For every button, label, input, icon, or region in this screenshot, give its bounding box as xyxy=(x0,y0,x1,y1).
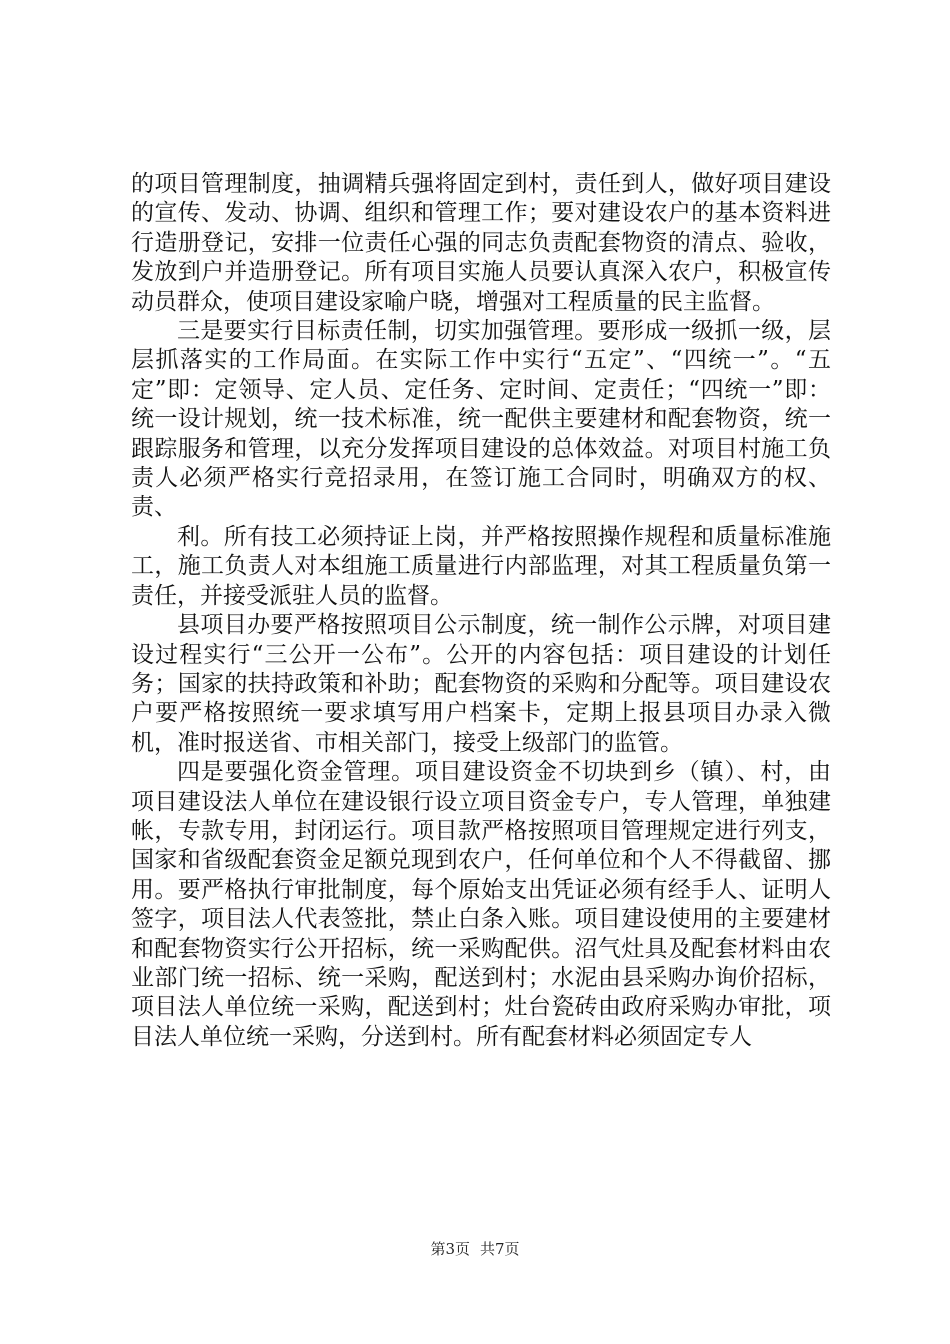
paragraph-1: 的项目管理制度，抽调精兵强将固定到村，责任到人，做好项目建设的宣传、发动、协调、组织和管理工作；要对建设农户的基本资料进行造册登记，安排一位责任心强的同志负责配套物资的清点、验收，发放到户并造册登记。所有项目实施人员要认真深入农户，积极宣传动员群众，使项目建设家喻户晓，增强对工程质量的民主监督。 xyxy=(131,171,831,315)
page-number: 第3页 xyxy=(430,1240,470,1258)
body-text xyxy=(131,170,831,1052)
page-footer xyxy=(0,1238,950,1259)
paragraph-4: 县项目办要严格按照项目公示制度，统一制作公示牌，对项目建设过程实行“三公开一公布”。公开的内容包括：项目建设的计划任务；国家的扶持政策和补助；配套物资的采购和分配等。项目建设农户要严格按照统一要求填写用户档案卡，定期上报县项目办录入微机，准时报送省、市相关部门，接受上级部门的监管。 xyxy=(131,612,831,756)
paragraph-5: 四是要强化资金管理。项目建设资金不切块到乡（镇）、村，由项目建设法人单位在建设银行设立项目资金专户，专人管理，单独建帐，专款专用，封闭运行。项目款严格按照项目管理规定进行列支，国家和省级配套资金足额兑现到农户，任何单位和个人不得截留、挪用。要严格执行审批制度，每个原始支出凭证必须有经手人、证明人签字，项目法人代表签批，禁止白条入账。项目建设使用的主要建材和配套物资实行公开招标，统一采购配供。沼气灶具及配套材料由农业部门统一招标、统一采购，配送到村；水泥由县采购办询价招标，项目法人单位统一采购，配送到村；灶台瓷砖由政府采购办审批，项目法人单位统一采购，分送到村。所有配套材料必须固定专人 xyxy=(131,759,831,1050)
paragraph-3: 利。所有技工必须持证上岗，并严格按照操作规程和质量标准施工，施工负责人对本组施工质量进行内部监理，对其工程质量负第一责任，并接受派驻人员的监督。 xyxy=(131,523,831,609)
page-total: 共7页 xyxy=(480,1240,520,1258)
paragraph-2: 三是要实行目标责任制，切实加强管理。要形成一级抓一级，层层抓落实的工作局面。在实际工作中实行“五定”、“四统一”。“五定”即：定领导、定人员、定任务、定时间、定责任；“四统一”即：统一设计规划，统一技术标准，统一配供主要建材和配套物资，统一跟踪服务和管理，以充分发挥项目建设的总体效益。对项目村施工负责人必须严格实行竞招录用，在签订施工合同时，明确双方的权、责、 xyxy=(131,318,831,521)
